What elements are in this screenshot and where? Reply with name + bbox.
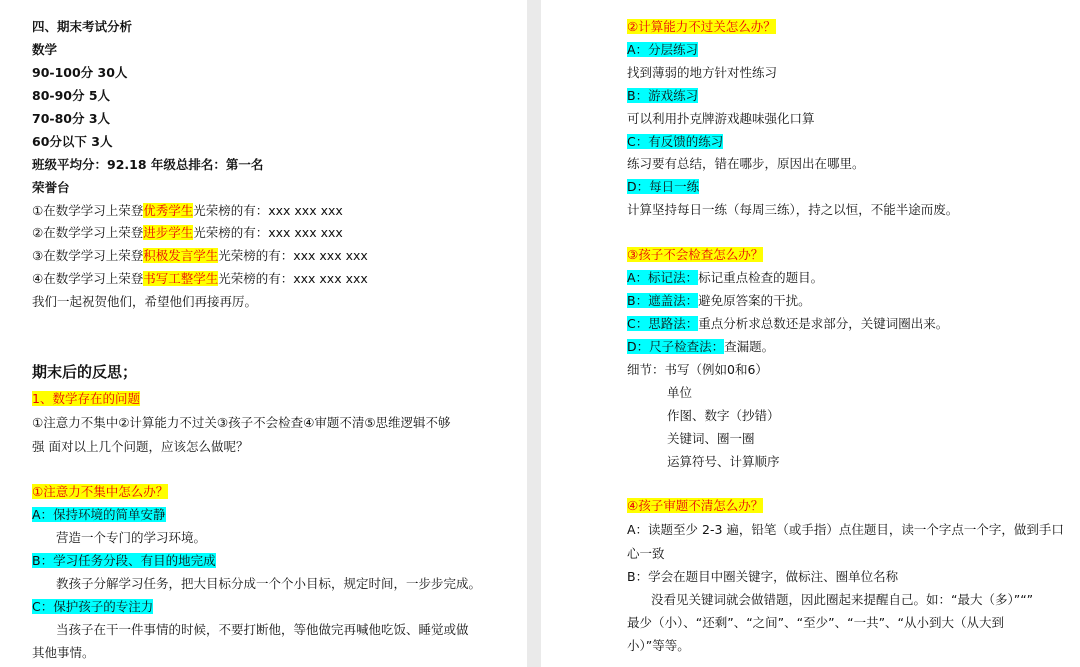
q3-method-text: 查漏题。 [724, 339, 775, 354]
q1-option-c-text: 其他事情。 [32, 645, 95, 660]
score-row: 70-80分 3人 [32, 111, 111, 126]
q4-option-b-text: 没看见关键词就会做错题，因此圈起来提醒自己。如：“最大（多）”“” [651, 592, 1034, 607]
q3-method-text: 标记重点检查的题目。 [698, 270, 824, 285]
q1-option-c: C：保护孩子的专注力 [32, 599, 154, 614]
q3-detail: 细节：书写（例如0和6） [627, 362, 768, 377]
q3-method-tag: B：遮盖法： [627, 293, 699, 308]
reflect-title: 期末后的反思； [32, 363, 138, 381]
q2-option-d: D：每日一练 [627, 179, 700, 194]
problems-title: 1、数学存在的问题 [32, 391, 140, 406]
honor-suffix: 光荣榜的有：xxx xxx xxx [193, 225, 343, 240]
honor-suffix: 光荣榜的有：xxx xxx xxx [218, 248, 368, 263]
honor-row [32, 202, 343, 219]
score-row: 60分以下 3人 [32, 134, 113, 149]
q1-option-a-text: 营造一个专门的学习环境。 [56, 530, 207, 545]
q3-method-tag: C：思路法： [627, 316, 699, 331]
q2-option-a: A：分层练习 [627, 42, 699, 57]
q4-option-b-text: 最少（小）、“还剩”、“之间”、“至少”、“一共”、“从小到大（从大到 [627, 615, 1005, 630]
q2-option-b: B：游戏练习 [627, 88, 699, 103]
honor-prefix: ②在数学学习上荣登 [32, 225, 144, 240]
subject-label: 数学 [32, 42, 58, 57]
q3-detail-item: 单位 [667, 385, 693, 400]
q2-option-c-text: 练习要有总结，错在哪步，原因出在哪里。 [627, 156, 865, 171]
honor-suffix: 光荣榜的有：xxx xxx xxx [218, 271, 368, 286]
q3-method-row [627, 292, 811, 309]
q4-option-a: A：读题至少 2-3 遍，铅笔（或手指）点住题目，读一个字点一个字，做到手口 [627, 522, 1064, 537]
score-row: 90-100分 30人 [32, 65, 128, 80]
section-heading: 四、期末考试分析 [32, 19, 133, 34]
honor-tag: 积极发言学生 [143, 248, 219, 263]
honor-prefix: ③在数学学习上荣登 [32, 248, 144, 263]
q4-title: ④孩子审题不清怎么办？ [627, 498, 764, 513]
honor-title: 荣誉台 [32, 180, 70, 195]
q3-method-row [627, 338, 774, 355]
q4-option-a: 心一致 [627, 546, 665, 561]
honor-row [32, 224, 343, 241]
q1-title: ①注意力不集中怎么办？ [32, 484, 169, 499]
honor-tag: 优秀学生 [143, 203, 194, 218]
score-row: 80-90分 5人 [32, 88, 111, 103]
q3-method-tag: A：标记法： [627, 270, 699, 285]
q2-option-c: C：有反馈的练习 [627, 134, 724, 149]
q4-option-b-text: 小）”等等。 [627, 638, 690, 653]
q2-option-a-text: 找到薄弱的地方针对性练习 [627, 65, 778, 80]
q2-option-d-text: 计算坚持每日一练（每周三练），持之以恒，不能半途而废。 [627, 202, 959, 217]
honor-row [32, 270, 368, 287]
left-document-page [0, 0, 527, 667]
q1-option-a: A：保持环境的简单安静 [32, 507, 166, 522]
honor-prefix: ①在数学学习上荣登 [32, 203, 144, 218]
q4-option-b: B：学会在题目中圈关键字，做标注、圈单位名称 [627, 569, 899, 584]
q2-title: ②计算能力不过关怎么办？ [627, 19, 776, 34]
right-document-page [541, 0, 1080, 667]
q3-detail-item: 作图、数字（抄错） [667, 408, 780, 423]
q3-method-row [627, 269, 823, 286]
honor-tag: 书写工整学生 [143, 271, 219, 286]
q3-method-text: 避免原答案的干扰。 [698, 293, 811, 308]
q3-detail-item: 运算符号、计算顺序 [667, 454, 780, 469]
honor-prefix: ④在数学学习上荣登 [32, 271, 144, 286]
q3-title: ③孩子不会检查怎么办？ [627, 247, 764, 262]
q3-detail-item: 关键词、圈一圈 [667, 431, 755, 446]
q1-option-b-text: 教孩子分解学习任务，把大目标分成一个个小目标，规定时间，一步步完成。 [56, 576, 482, 591]
q3-method-row [627, 315, 948, 332]
problems-text: 强 面对以上几个问题，应该怎么做呢？ [32, 439, 249, 454]
q2-option-b-text: 可以利用扑克牌游戏趣味强化口算 [627, 111, 815, 126]
q1-option-b: B：学习任务分段、有目的地完成 [32, 553, 216, 568]
problems-text: ①注意力不集中②计算能力不过关③孩子不会检查④审题不清⑤思维逻辑不够 [32, 415, 451, 430]
q3-method-tag: D：尺子检查法： [627, 339, 725, 354]
q3-method-text: 重点分析求总数还是求部分，关键词圈出来。 [698, 316, 949, 331]
honor-suffix: 光荣榜的有：xxx xxx xxx [193, 203, 343, 218]
q1-option-c-text: 当孩子在干一件事情的时候，不要打断他，等他做完再喊他吃饭、睡觉或做 [56, 622, 469, 637]
class-summary: 班级平均分：92.18 年级总排名：第一名 [32, 157, 264, 172]
congrats-text: 我们一起祝贺他们，希望他们再接再厉。 [32, 294, 258, 309]
honor-tag: 进步学生 [143, 225, 194, 240]
honor-row [32, 247, 368, 264]
